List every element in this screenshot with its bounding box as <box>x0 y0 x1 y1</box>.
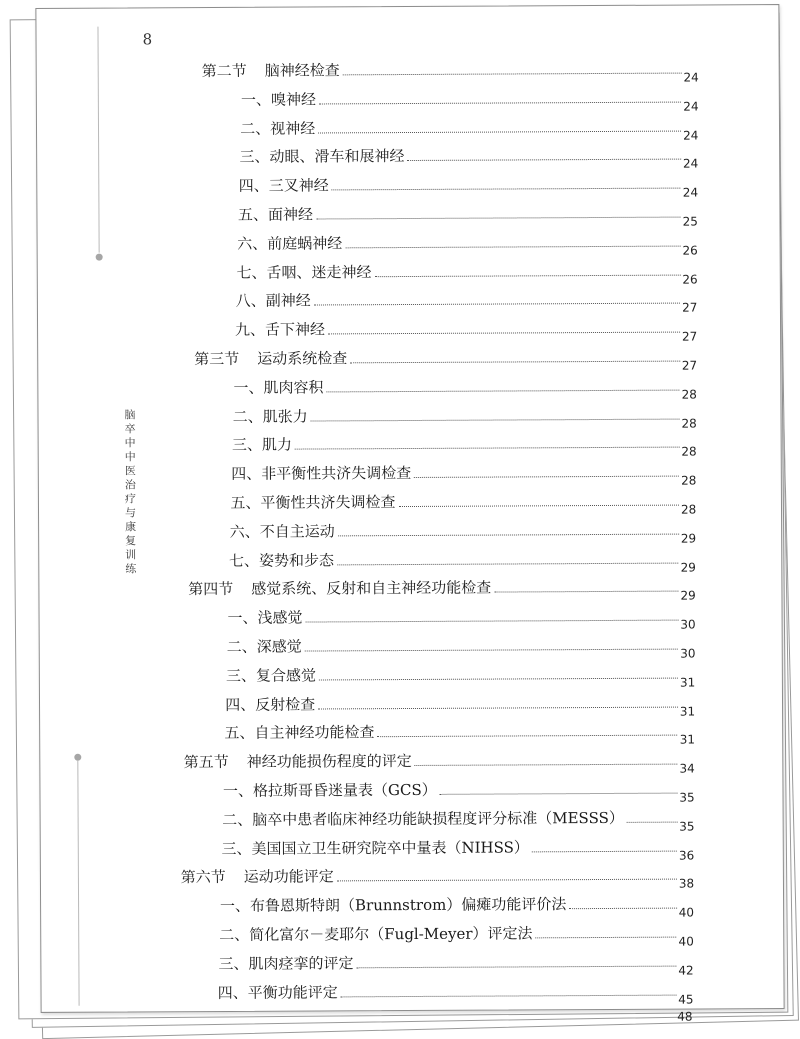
toc-entry-title: 八、副神经 <box>235 291 311 311</box>
toc-page-number: 31 <box>679 675 696 690</box>
toc-entry-title: 二、深感觉 <box>226 637 302 656</box>
dot-leader <box>536 936 677 939</box>
toc-page-number: 28 <box>681 444 697 459</box>
toc-entry-line <box>227 634 696 660</box>
toc-entry-title: 七、姿势和步态 <box>228 550 335 570</box>
toc-entry-title: 五、自主神经功能检查 <box>224 723 375 743</box>
toc-entry-title: 五、面神经 <box>237 205 314 224</box>
book-page <box>35 4 784 1024</box>
toc-entry-title: 三、复合感觉 <box>225 666 317 685</box>
toc-entry-line <box>236 288 698 314</box>
toc-section-line <box>194 345 697 372</box>
toc-page-number: 24 <box>682 185 699 200</box>
dot-leader <box>337 878 677 882</box>
dot-leader <box>341 993 676 997</box>
toc-entry-line <box>220 893 694 919</box>
toc-section-title: 运动功能评定 <box>243 867 334 887</box>
toc-page-number: 38 <box>678 876 695 891</box>
toc-entry-line <box>218 950 693 976</box>
toc-entry-line <box>222 806 694 832</box>
toc-entry-title: 一、布鲁恩斯特朗（Brunnstrom）偏瘫功能评价法 <box>219 895 567 916</box>
toc-section-number: 第二节 <box>201 61 247 81</box>
dot-leader <box>326 388 679 392</box>
toc-page-number: 40 <box>678 905 695 920</box>
toc-entry-title: 三、动眼、滑车和展神经 <box>239 147 405 167</box>
dot-leader <box>295 446 679 450</box>
dot-leader <box>332 187 681 191</box>
toc-section-number: 第五节 <box>183 753 229 772</box>
toc-section-line <box>181 864 694 891</box>
dot-leader <box>314 302 680 306</box>
toc-section-number: 第三节 <box>194 349 240 369</box>
toc-page-number: 30 <box>680 646 696 661</box>
toc-entry-title: 三、肌肉痉挛的评定 <box>218 954 354 973</box>
toc-trailing-page-number: 48 <box>677 1009 693 1024</box>
toc-entry-title: 四、反射检查 <box>225 695 316 714</box>
page-number: 8 <box>142 30 153 49</box>
dot-leader <box>305 619 678 623</box>
toc-page-number: 28 <box>681 387 697 402</box>
dot-leader <box>627 820 677 822</box>
dot-leader <box>319 676 678 680</box>
toc-entry-title: 二、脑卒中患者临床神经功能缺损程度评分标准（MESSS） <box>222 808 624 829</box>
toc-entry-line <box>223 778 695 804</box>
toc-page-number: 27 <box>682 300 698 315</box>
dot-leader <box>374 273 680 277</box>
toc-entry-line <box>231 461 696 487</box>
toc-entry-title: 二、简化富尔－麦耶尔（Fugl-Meyer）评定法 <box>219 924 533 945</box>
toc-entry-title: 四、非平衡性共济失调检查 <box>231 464 412 484</box>
toc-page-number: 29 <box>680 531 697 546</box>
toc-page-number: 35 <box>679 819 695 834</box>
toc-page-number: 28 <box>681 416 697 431</box>
toc-entry-line <box>229 547 696 573</box>
dot-leader <box>440 792 678 795</box>
dot-leader <box>338 532 679 536</box>
toc-page-number: 26 <box>682 272 698 287</box>
toc-page-number: 25 <box>682 214 698 229</box>
toc-entry-title: 五、平衡性共济失调检查 <box>230 493 396 512</box>
toc-entry-title: 三、肌力 <box>231 436 293 455</box>
dot-leader <box>494 590 678 593</box>
dot-leader <box>318 129 681 133</box>
toc-entry-line <box>241 86 699 112</box>
toc-entry-line <box>233 374 697 400</box>
dot-leader <box>345 244 680 248</box>
toc-entry-line <box>224 720 695 746</box>
toc-entry-line <box>239 173 698 199</box>
toc-entry-line <box>238 201 698 227</box>
margin-rule <box>97 27 99 253</box>
toc-entry-title: 七、舌咽、迷走神经 <box>236 262 372 282</box>
toc-entry-title: 六、不自主运动 <box>229 522 335 541</box>
dot-leader <box>357 964 677 968</box>
toc-entry-line <box>240 115 698 141</box>
toc-entry-line <box>230 518 696 544</box>
toc-page-number: 34 <box>679 761 695 776</box>
toc-page-number: 24 <box>683 70 699 85</box>
toc-page-number: 29 <box>680 588 696 603</box>
dot-leader <box>415 763 678 766</box>
binding-dot <box>96 254 103 261</box>
dot-leader <box>350 360 680 364</box>
toc-entry-line <box>225 691 695 717</box>
toc-entry-line <box>235 317 697 343</box>
toc-entry-title: 四、平衡功能评定 <box>217 982 338 1002</box>
toc-page-number: 36 <box>678 848 695 863</box>
dot-leader <box>337 561 679 565</box>
toc-entry-line <box>236 259 697 285</box>
toc-entry-title: 四、三叉神经 <box>238 176 329 196</box>
toc-page-number: 24 <box>682 156 699 171</box>
toc-section-title: 神经功能损伤程度的评定 <box>246 752 412 772</box>
toc-entry-title: 二、肌张力 <box>232 407 308 426</box>
toc-entry-title: 九、舌下神经 <box>234 320 326 340</box>
toc-entry-line <box>230 490 696 516</box>
dot-leader <box>569 907 676 910</box>
toc-page-number: 24 <box>683 99 699 114</box>
toc-section-number: 第六节 <box>180 868 226 887</box>
dot-leader <box>343 72 682 76</box>
toc-entry-line <box>219 922 694 948</box>
toc-page-number: 24 <box>683 128 699 143</box>
binding-dot <box>74 754 81 761</box>
dot-leader <box>318 705 678 709</box>
toc-entry-line <box>221 835 694 861</box>
toc-page-number: 45 <box>678 992 694 1007</box>
toc-entry-title: 一、肌肉容积 <box>233 378 324 397</box>
toc-page-number: 31 <box>679 704 696 719</box>
toc-page-number: 40 <box>678 934 694 949</box>
dot-leader <box>319 100 681 104</box>
toc-page-number: 42 <box>678 963 694 978</box>
dot-leader <box>305 648 678 652</box>
toc-page-number: 27 <box>681 329 698 344</box>
toc-page-number: 31 <box>679 732 696 747</box>
toc-entry-title: 一、浅感觉 <box>227 608 303 628</box>
dot-leader <box>328 331 680 335</box>
toc-section-title: 脑神经检查 <box>264 61 340 80</box>
toc-entry-line <box>237 230 698 256</box>
toc-section-number: 第四节 <box>188 580 234 599</box>
toc-entry-line <box>218 979 694 1005</box>
toc-entry-title: 二、视神经 <box>240 119 316 138</box>
dot-leader <box>378 734 678 738</box>
toc-page-number: 30 <box>680 617 696 632</box>
toc-entry-title: 三、美国国立卫生研究院卒中量表（NIHSS） <box>221 837 529 858</box>
dot-leader <box>414 475 679 478</box>
toc-entry-line <box>227 605 695 631</box>
toc-page-number: 29 <box>680 560 696 575</box>
toc-entry-line <box>233 403 697 429</box>
toc-section-line <box>188 576 696 603</box>
toc-section-title: 感觉系统、反射和自主神经功能检查 <box>251 578 492 599</box>
toc-page-number: 26 <box>682 243 698 258</box>
toc-page-number: 28 <box>680 502 697 517</box>
toc-entry-line <box>232 432 697 458</box>
toc-section-title: 运动系统检查 <box>257 349 348 368</box>
toc-section-line <box>202 57 699 84</box>
toc-entry-line <box>239 144 698 170</box>
dot-leader <box>407 158 680 161</box>
toc-entry-line <box>226 662 695 688</box>
dot-leader <box>316 216 681 220</box>
toc-page-number: 27 <box>681 358 698 373</box>
toc-section-line <box>184 749 695 776</box>
margin-rule <box>77 761 79 1006</box>
dot-leader <box>398 504 678 507</box>
dot-leader <box>311 417 680 421</box>
toc-entry-title: 一、格拉斯哥昏迷量表（GCS） <box>222 780 437 800</box>
running-book-title: 脑卒中中医治疗与康复训练 <box>124 408 137 576</box>
toc-entry-title: 一、嗅神经 <box>240 90 317 109</box>
toc-page-number: 35 <box>679 790 695 805</box>
dot-leader <box>532 849 677 852</box>
toc-entry-title: 六、前庭蜗神经 <box>237 234 343 253</box>
toc-page-number: 28 <box>681 473 697 488</box>
